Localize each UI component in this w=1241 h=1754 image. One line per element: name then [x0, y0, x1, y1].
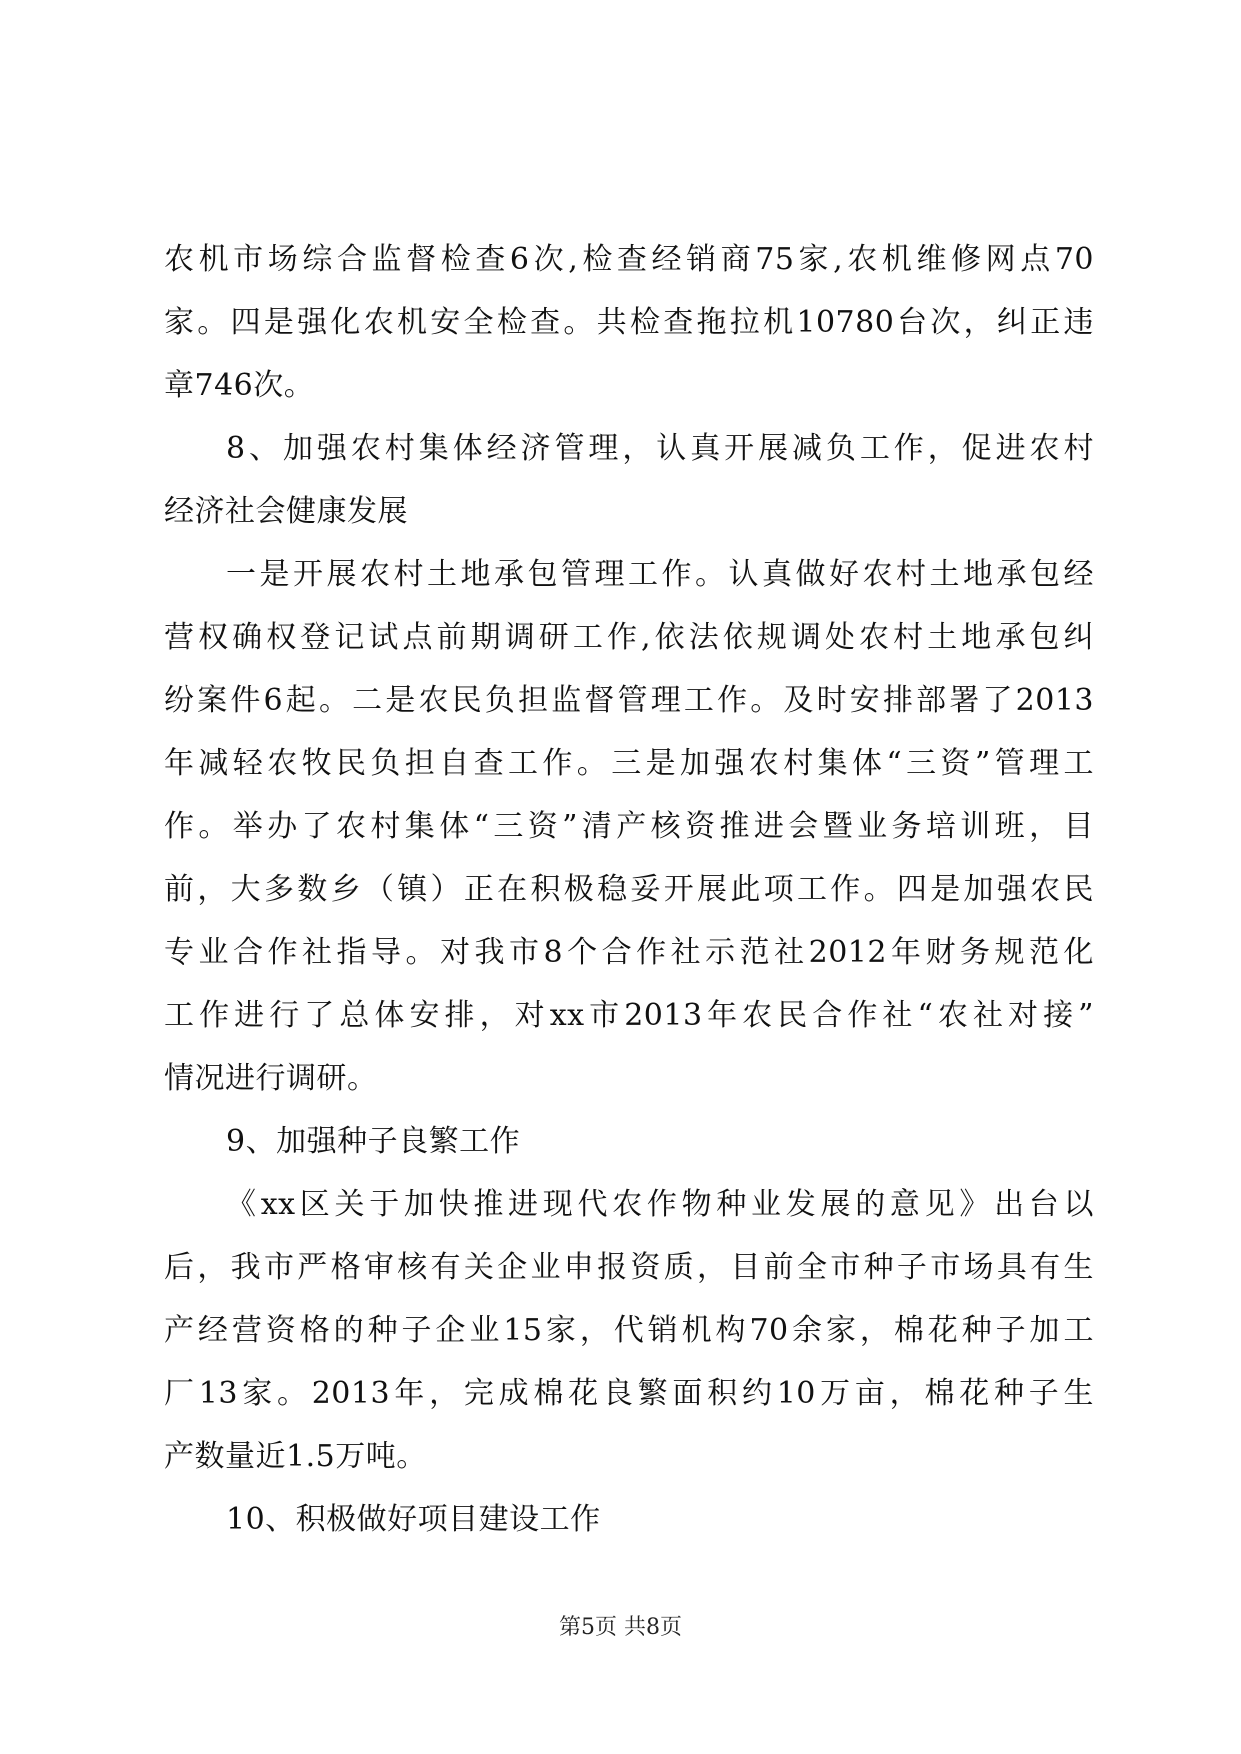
text-line: 8、加强农村集体经济管理，认真开展减负工作，促进农村: [226, 431, 1094, 466]
text-line: 9、加强种子良繁工作: [226, 1124, 521, 1159]
text-line: 年减轻农牧民负担自查工作。三是加强农村集体“三资”管理工: [164, 746, 1094, 781]
text-line: 情况进行调研。: [164, 1061, 378, 1096]
text-line: 产经营资格的种子企业15家，代销机构70余家，棉花种子加工: [164, 1313, 1094, 1348]
text-line: 纷案件6起。二是农民负担监督管理工作。及时安排部署了2013: [164, 683, 1094, 718]
text-line: 农机市场综合监督检查6次,检查经销商75家,农机维修网点70: [164, 242, 1094, 277]
text-line: 经济社会健康发展: [164, 494, 408, 529]
text-line: 产数量近1.5万吨。: [164, 1439, 427, 1474]
text-line: 家。四是强化农机安全检查。共检查拖拉机10780台次，纠正违: [164, 305, 1094, 340]
text-line: 《xx区关于加快推进现代农作物种业发展的意见》出台以: [226, 1187, 1094, 1222]
text-line: 专业合作社指导。对我市8个合作社示范社2012年财务规范化: [164, 935, 1094, 970]
text-line: 工作进行了总体安排，对xx市2013年农民合作社“农社对接”: [164, 998, 1094, 1033]
text-line: 厂13家。2013年，完成棉花良繁面积约10万亩，棉花种子生: [164, 1376, 1094, 1411]
text-line: 章746次。: [164, 368, 315, 403]
page-footer: 第5页 共8页: [559, 1615, 682, 1640]
text-line: 后，我市严格审核有关企业申报资质，目前全市种子市场具有生: [164, 1250, 1094, 1285]
text-line: 10、积极做好项目建设工作: [226, 1502, 601, 1537]
text-line: 一是开展农村土地承包管理工作。认真做好农村土地承包经: [226, 557, 1094, 592]
document-body: [164, 228, 1094, 1551]
text-line: 前，大多数乡（镇）正在积极稳妥开展此项工作。四是加强农民: [164, 872, 1094, 907]
text-line: 作。举办了农村集体“三资”清产核资推进会暨业务培训班，目: [164, 809, 1094, 844]
text-line: 营权确权登记试点前期调研工作,依法依规调处农村土地承包纠: [164, 620, 1094, 655]
